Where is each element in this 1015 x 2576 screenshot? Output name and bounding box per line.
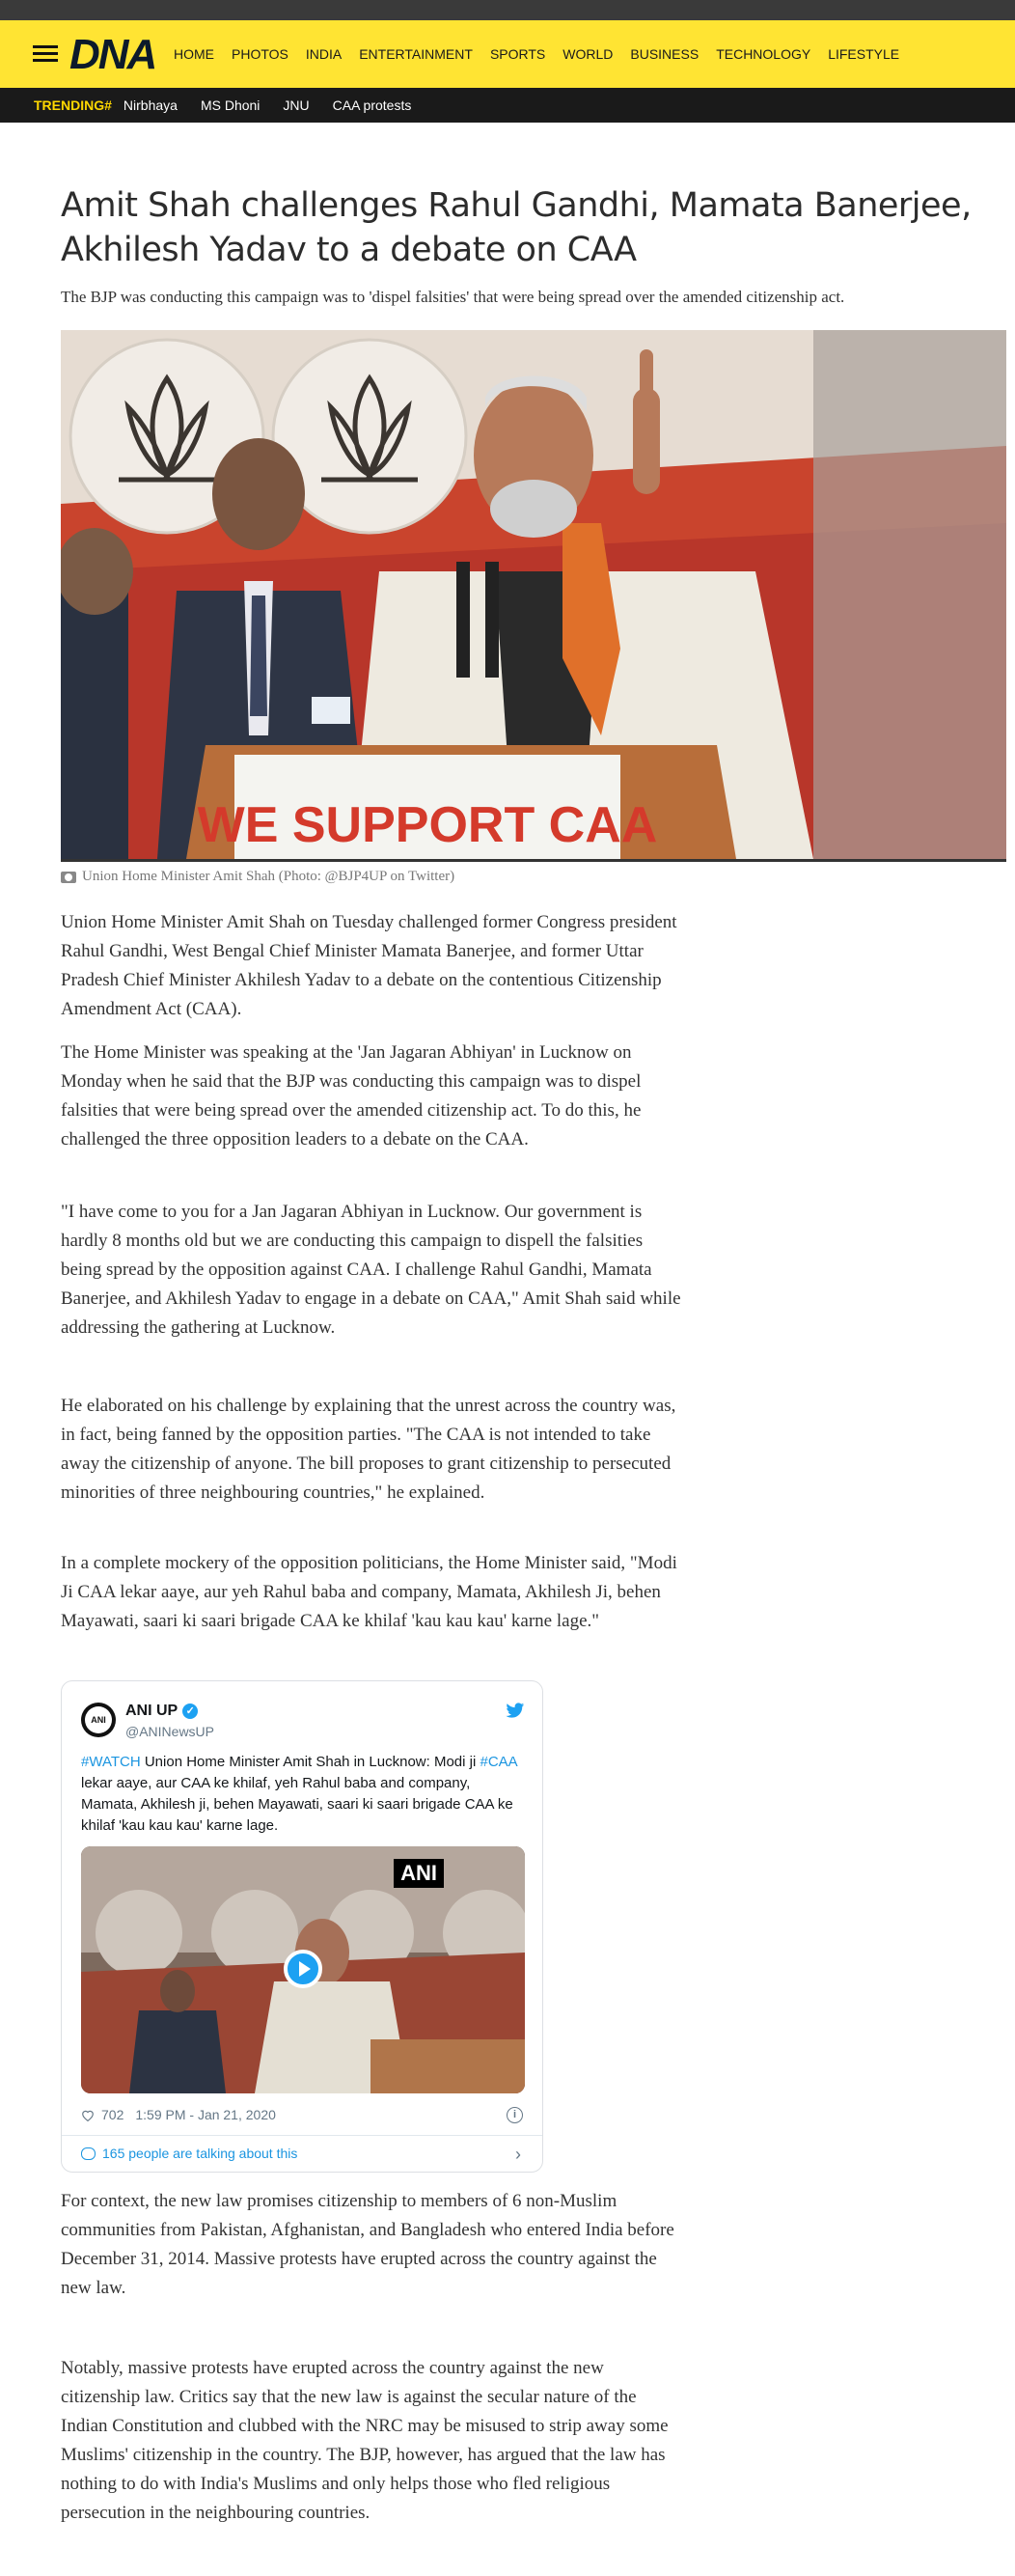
nav-sports[interactable]: SPORTS <box>489 46 546 62</box>
nav-photos[interactable]: PHOTOS <box>232 46 288 62</box>
tweet-text <box>81 1752 525 1837</box>
nav-lifestyle[interactable]: LIFESTYLE <box>828 46 900 62</box>
article-paragraph: For context, the new law promises citizenship to members of 6 non-Muslim communities from Pakistan, Afghanistan, and Bangladesh who entered India before December 31, 2014. Massive protests have erupted across the country against the new law. <box>61 2191 674 2298</box>
tweet-handle[interactable]: @ANINewsUP <box>125 1724 215 1739</box>
article-subtitle: The BJP was conducting this campaign was to 'dispel falsities' that were being spread over the amended citizenship act. <box>61 288 845 306</box>
menu-icon[interactable] <box>33 45 58 63</box>
twitter-bird-icon[interactable] <box>506 1703 525 1719</box>
trending-label: TRENDING# <box>34 97 112 113</box>
talking-text: 165 people are talking about this <box>102 2146 298 2161</box>
nav-business[interactable]: BUSINESS <box>630 46 700 62</box>
comment-bubble-icon <box>81 2147 96 2160</box>
article-paragraph: Union Home Minister Amit Shah on Tuesday challenged former Congress president Rahul Gandhi, West Bengal Chief Minister Mamata Banerjee, and former Uttar Pradesh Chief Minister Akhilesh Yadav to a debate on the contentious Citizenship Amendment Act (CAA). <box>61 912 677 1019</box>
camera-icon <box>61 872 76 883</box>
tweet-avatar[interactable] <box>81 1703 116 1737</box>
play-icon[interactable] <box>284 1950 322 1988</box>
embedded-tweet[interactable] <box>61 1680 543 2173</box>
article-paragraph: "I have come to you for a Jan Jagaran Abhiyan in Lucknow. Our government is hardly 8 months old but we are conducting this campaign to dispell the falsities being spread by the opposition against CAA. I challenge Rahul Gandhi, Mamata Banerjee, and Akhilesh Yadav to engage in a debate on CAA," Amit Shah said while addressing the gathering at Lucknow. <box>61 1202 681 1338</box>
article-paragraph: In a complete mockery of the opposition politicians, the Home Minister said, "Modi Ji CAA lekar aaye, aur yeh Rahul baba and company, Mamata, Akhilesh Ji, behen Mayawati, saari ki saari brigade CAA ke khilaf 'kau kau kau' karne lage." <box>61 1553 677 1631</box>
caption-text: Union Home Minister Amit Shah (Photo: @BJP4UP on Twitter) <box>82 869 455 884</box>
nav-world[interactable]: WORLD <box>562 46 614 62</box>
verified-badge-icon: ✓ <box>182 1703 198 1719</box>
heart-icon[interactable] <box>81 2109 95 2121</box>
nav-technology[interactable]: TECHNOLOGY <box>716 46 811 62</box>
tweet-text-part: Union Home Minister Amit Shah in Lucknow: Modi ji <box>140 1754 480 1770</box>
tweet-author-name: ANI UP <box>125 1703 178 1719</box>
nav-india[interactable]: INDIA <box>305 46 343 62</box>
tweet-timestamp[interactable]: 1:59 PM - Jan 21, 2020 <box>135 2107 276 2122</box>
site-logo[interactable]: DNA <box>69 31 156 78</box>
tweet-meta <box>81 2107 276 2122</box>
chevron-right-icon[interactable]: › <box>515 2145 521 2164</box>
article-paragraph: The Home Minister was speaking at the 'Jan Jagaran Abhiyan' in Lucknow on Monday when he said that the BJP was conducting this campaign was to dispel falsities that were being spread over the amended citizenship act. To do this, he challenged the three opposition leaders to a debate on the CAA. <box>61 1042 642 1150</box>
hero-divider <box>61 859 1006 862</box>
trending-item[interactable]: MS Dhoni <box>200 97 261 113</box>
hero-image <box>61 330 1006 859</box>
image-caption <box>61 869 454 885</box>
tweet-divider <box>62 2135 542 2136</box>
hashtag-link[interactable]: #WATCH <box>81 1754 141 1770</box>
trending-bar <box>0 88 1015 123</box>
avatar-logo-icon: ANI <box>85 1706 112 1733</box>
like-count: 702 <box>101 2107 124 2122</box>
trending-item[interactable]: Nirbhaya <box>123 97 178 113</box>
tweet-text-part: lekar aaye, aur CAA ke khilaf, yeh Rahul baba and company, Mamata, Akhilesh ji, behen Mayawati, saari ki saari brigade CAA ke khilaf 'kau kau kau' karne lage. <box>81 1775 513 1834</box>
tweet-conversation-link[interactable] <box>81 2146 297 2161</box>
article-title: Amit Shah challenges Rahul Gandhi, Mamata Banerjee, Akhilesh Yadav to a debate on CAA <box>61 186 972 269</box>
tweet-video[interactable] <box>81 1846 525 2093</box>
article-paragraph: Notably, massive protests have erupted across the country against the new citizenship law. Critics say that the new law is against the secular nature of the Indian Constitution and clubbed with the NRC may be misused to strip away some Muslims' citizenship in the country. The BJP, however, has argued that the law has nothing to do with India's Muslims and only helps those who fled religious persecution in the neighbouring countries. <box>61 2358 669 2523</box>
trending-item[interactable]: JNU <box>283 97 310 113</box>
nav-entertainment[interactable]: ENTERTAINMENT <box>359 46 473 62</box>
nav-home[interactable]: HOME <box>174 46 214 62</box>
info-icon[interactable]: i <box>507 2107 523 2123</box>
banner-text: WE SUPPORT CAA <box>197 797 658 853</box>
article-paragraph: He elaborated on his challenge by explaining that the unrest across the country was, in fact, being fanned by the opposition parties. "The CAA is not intended to take away the citizenship of anyone. The bill proposes to grant citizenship to persecuted minorities of three neighbouring countries," he explained. <box>61 1396 676 1503</box>
hashtag-link[interactable]: #CAA <box>480 1754 517 1770</box>
trending-item[interactable]: CAA protests <box>332 97 412 113</box>
site-header <box>0 20 1015 88</box>
ani-watermark: ANI <box>394 1859 444 1888</box>
tweet-author[interactable] <box>125 1703 198 1720</box>
main-nav <box>174 20 917 88</box>
top-strip <box>0 0 1015 20</box>
